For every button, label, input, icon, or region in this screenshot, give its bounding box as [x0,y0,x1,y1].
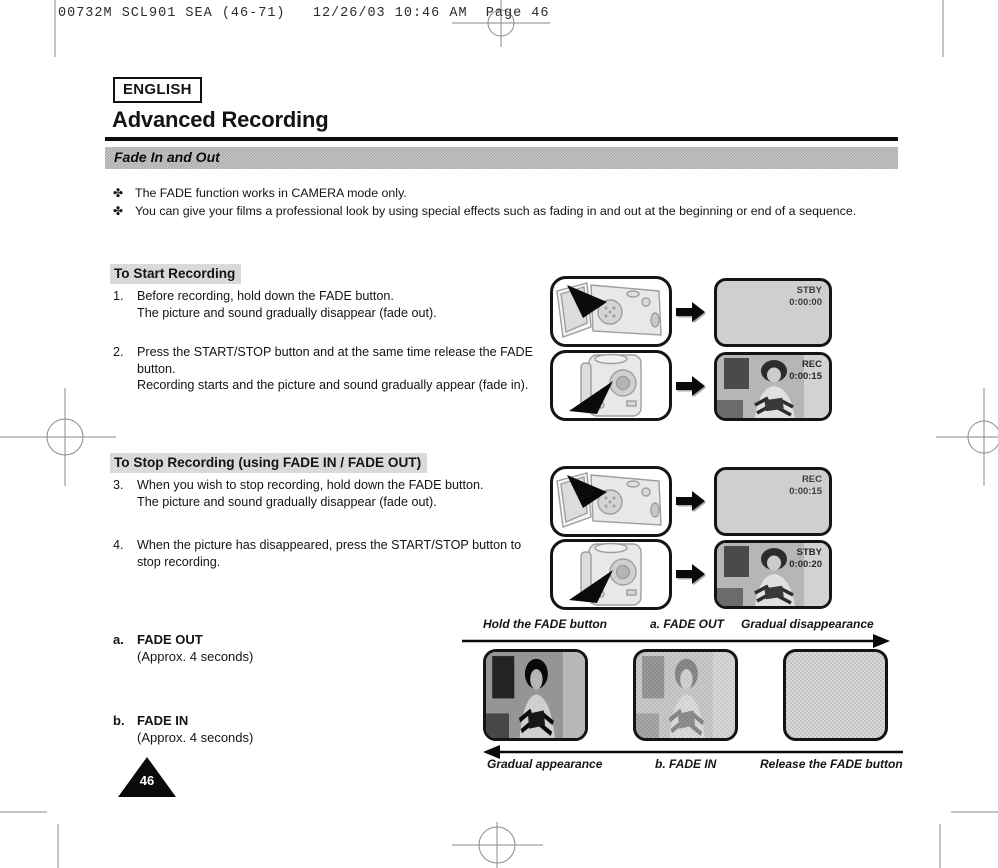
child-photo-illustration [636,652,735,738]
step-line: When the picture has disappeared, press the START/STOP button to [137,538,522,552]
screen-osd [789,359,822,384]
step-3 [113,477,555,510]
child-photo-illustration [486,652,585,738]
camcorder-illustration [550,350,672,421]
status-badge: STBY [796,547,822,558]
fade-note-title-row [113,713,413,730]
print-imprint-text: 00732M SCL901 SEA (46-71) 12/26/03 10:46 AM Page 46 [58,6,550,21]
section-title: Fade In and Out [114,149,220,165]
screen-osd [789,285,822,310]
step-number: 2. [113,345,124,359]
timeline-frame-blank [783,649,888,741]
screen-osd [789,547,822,572]
camcorder-illustration [550,276,672,347]
status-badge: STBY [796,285,822,296]
step-4 [113,537,555,570]
fade-note-title-row [113,632,413,649]
arrow-right-icon [676,374,706,398]
camcorder-lcd-open-drawing [553,279,669,344]
camcorder-lcd-open-drawing [553,469,669,534]
item-subtitle: (Approx. 4 seconds) [137,648,254,664]
club-bullet-icon: ✤ [113,204,124,218]
timeline-frame-faded-photo [633,649,738,741]
lcd-screen-photo [714,352,832,421]
step-number: 3. [113,478,124,492]
camcorder-front-drawing [553,542,669,607]
fade-out-direction-arrow-icon [462,633,890,649]
timeline-label: b. FADE IN [655,757,717,771]
lcd-screen-photo [714,540,832,609]
timeline-label: Release the FADE button [760,757,903,771]
list-item [113,202,903,220]
camcorder-illustration [550,466,672,537]
lcd-screen-faded [714,278,832,347]
title-rule [105,137,898,141]
arrow-right-icon [676,300,706,324]
step-line: The picture and sound gradually disappear (fade out). [137,494,437,509]
step-number: 1. [113,289,124,303]
bullet-text: You can give your films a professional look by using special effects such as fading in and out at the beginning or end of a sequence. [135,204,857,218]
list-item [113,184,903,202]
step-text [137,477,484,510]
bullet-text: The FADE function works in CAMERA mode only. [135,186,407,200]
stop-recording-heading: To Stop Recording (using FADE IN / FADE OUT) [110,453,427,473]
step-text [137,344,533,394]
language-badge: ENGLISH [113,77,202,103]
status-badge: REC [801,359,822,370]
step-line: Recording starts and the picture and sound gradually appear (fade in). [137,378,529,392]
section-header-bar [105,147,898,169]
step-2 [113,344,555,394]
item-subtitle: (Approx. 4 seconds) [137,729,254,745]
fade-in-note [113,713,413,746]
item-letter: b. [113,713,125,728]
item-title: FADE IN [137,713,189,728]
intro-bullets [113,184,903,220]
timecode: 0:00:20 [789,559,822,571]
timecode: 0:00:00 [789,297,822,309]
arrow-right-icon [676,562,706,586]
timecode: 0:00:15 [789,371,822,383]
step-text [137,537,521,570]
step-line: stop recording. [137,554,221,569]
timeline-label: Gradual appearance [487,757,603,771]
item-letter: a. [113,632,124,647]
start-recording-heading: To Start Recording [110,264,241,284]
item-title: FADE OUT [137,632,203,647]
timeline-label: a. FADE OUT [650,617,725,631]
camcorder-front-drawing [553,353,669,418]
timeline-label: Gradual disappearance [741,617,874,631]
fade-out-note [113,632,413,665]
camcorder-illustration [550,539,672,610]
page-title: Advanced Recording [112,107,329,132]
step-line: button. [137,361,176,376]
page-number: 46 [139,773,155,788]
club-bullet-icon: ✤ [113,186,124,200]
timeline-label: Hold the FADE button [483,617,607,631]
step-line: Press the START/STOP button and at the same time release the FADE [137,345,533,359]
screen-osd [789,474,822,499]
step-1 [113,288,555,321]
arrow-right-icon [676,489,706,513]
step-line: The picture and sound gradually disappear (fade out). [137,305,437,320]
step-line: When you wish to stop recording, hold down the FADE button. [137,478,484,492]
lcd-screen-faded [714,467,832,536]
timecode: 0:00:15 [789,486,822,498]
step-line: Before recording, hold down the FADE button. [137,289,394,303]
step-number: 4. [113,538,124,552]
timeline-frame-clear-photo [483,649,588,741]
status-badge: REC [801,474,822,485]
step-text [137,288,437,321]
